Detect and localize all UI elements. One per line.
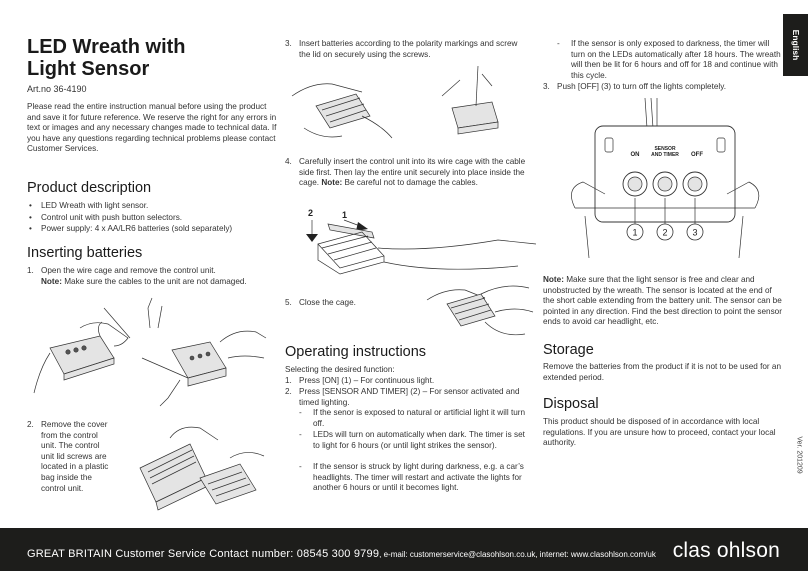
sensor-label-line-2: AND TIMER <box>651 152 679 158</box>
step-text: Press [ON] (1) – For continuous light. <box>299 376 435 385</box>
brand-logo: clas ohlson <box>672 539 780 562</box>
operating-substep <box>557 39 783 81</box>
step-number: 4. <box>285 157 292 166</box>
remove-cover-illustration <box>130 418 270 518</box>
language-tab-label: English <box>790 29 801 61</box>
step-text: Press [SENSOR AND TIMER] (2) – For sensor activated and timed lighting. <box>299 387 520 407</box>
step-text: Open the wire cage and remove the control unit. <box>41 266 216 275</box>
callout-2: 2 <box>662 227 668 238</box>
title-line-1: LED Wreath with <box>27 36 186 58</box>
note-label: Note: <box>321 178 343 188</box>
dash: - <box>299 462 302 471</box>
dash: - <box>299 408 302 417</box>
disposal-text: This product should be disposed of in accordance with local regulations. If you are unsure how to proceed, contact your local authority. <box>543 417 776 448</box>
callout-3: 3 <box>692 227 698 238</box>
substep-text: LEDs will turn on automatically when dark. The timer is set to light for 6 hours (or until light strikes the sensor). <box>313 430 525 450</box>
disposal-heading: Disposal <box>543 396 599 412</box>
list-item: • Control unit with push button selectors. <box>27 212 277 224</box>
title-line-2: Light Sensor <box>27 58 150 80</box>
operating-substep <box>299 408 528 429</box>
operating-substep <box>299 430 528 451</box>
language-tab <box>783 14 808 76</box>
list-item: • Power supply: 4 x AA/LR6 batteries (sold separately) <box>27 223 277 235</box>
sensor-note <box>543 275 783 328</box>
operating-intro: Selecting the desired function: <box>285 365 395 374</box>
operating-step-2 <box>285 387 530 408</box>
on-label: ON <box>630 152 640 158</box>
footer-contact-details: , e-mail: customerservice@clasohlson.co.uk, internet: www.clasohlson.com/uk <box>379 550 656 559</box>
dash: - <box>299 430 302 439</box>
step-text: Insert batteries according to the polarity markings and screw the lid on securely using the screws. <box>299 39 518 59</box>
step-number: 2. <box>27 420 34 429</box>
page-title <box>27 36 186 80</box>
substep-text: If the sensor is struck by light during darkness, e.g. a car’s headlights. The timer will restart and activate the lights for another 6 hours or until it becomes light. <box>313 462 524 493</box>
step-text: Remove the cover from the control unit. The control unit lid screws are located in a plastic bag inside the control unit. <box>41 420 109 493</box>
step-text: Push [OFF] (3) to turn off the lights completely. <box>557 82 726 91</box>
control-unit-illustration <box>565 98 765 266</box>
article-number: Art.no 36-4190 <box>27 84 87 94</box>
note-label: Note: <box>41 276 62 286</box>
step-number: 3. <box>285 39 292 48</box>
figure-label-2: 2 <box>308 208 314 218</box>
dash: - <box>557 39 560 48</box>
substep-text: If the sensor is only exposed to darkness, the timer will turn on the LEDs automatically after 18 hours. The wreath will then be lit for 6 hours and off for 18 and continue with this cycle. <box>571 39 781 80</box>
version-label <box>784 420 808 490</box>
note-text: Make sure the cables to the unit are not damaged. <box>61 276 247 286</box>
step-text: Carefully insert the control unit into its wire cage with the cable side first. Then lay the entire unit securely into place inside the cage. <box>299 157 526 188</box>
insert-batteries-illustration <box>292 66 522 146</box>
battery-step-3 <box>285 39 530 60</box>
version-text: Ver. 201209 <box>795 436 803 474</box>
close-cage-illustration <box>425 282 535 342</box>
list-item: • LED Wreath with light sensor. <box>27 200 277 212</box>
note-label: Note: <box>543 275 564 284</box>
inserting-batteries-heading: Inserting batteries <box>27 245 143 261</box>
figure-label-1: 1 <box>342 210 348 220</box>
operating-step-1 <box>285 376 530 387</box>
battery-step-1 <box>27 266 277 287</box>
intro-text: Please read the entire instruction manual before using the product and save it for future reference. We reserve the right for any errors in text or images and any necessary changes made to technical data. If you have any questions regarding technical problems please contact Customer Services. <box>27 102 277 154</box>
footer-contact-number: GREAT BRITAIN Customer Service Contact number: 08545 300 9799 <box>27 548 380 560</box>
footer <box>0 528 808 571</box>
sensor-label-line-1: SENSOR <box>654 146 676 152</box>
substep-text: If the senor is exposed to natural or artificial light it will turn off. <box>313 408 526 428</box>
callout-1: 1 <box>632 227 638 238</box>
open-cage-illustration <box>30 298 270 408</box>
footer-contact <box>27 548 656 560</box>
note-text: Make sure that the light sensor is free and clear and unobstructed by the wreath. The sensor is located at the end of the short cable extending from the battery unit. The sensor can be pointed in any direction. Find the best direction to point the sensor ends to avoid car headlight, etc. <box>543 275 782 327</box>
step-number: 2. <box>285 387 292 396</box>
operating-substep <box>299 462 528 494</box>
step-number: 3. <box>543 82 550 91</box>
battery-step-4 <box>285 157 530 189</box>
operating-step-3 <box>543 82 783 93</box>
off-label: OFF <box>691 152 703 158</box>
step-number: 1. <box>285 376 292 385</box>
step-text: Close the cage. <box>299 298 356 307</box>
storage-text: Remove the batteries from the product if it is not to be used for an extended period. <box>543 362 782 382</box>
note-text: Be careful not to damage the cables. <box>342 178 478 188</box>
operating-instructions-heading: Operating instructions <box>285 344 427 360</box>
step-number: 1. <box>27 266 34 275</box>
insert-unit-into-cage-illustration <box>298 204 538 279</box>
battery-step-2 <box>27 420 112 494</box>
step-number: 5. <box>285 298 292 307</box>
product-description-list <box>27 200 277 235</box>
storage-heading: Storage <box>543 342 594 358</box>
product-description-heading: Product description <box>27 180 152 196</box>
